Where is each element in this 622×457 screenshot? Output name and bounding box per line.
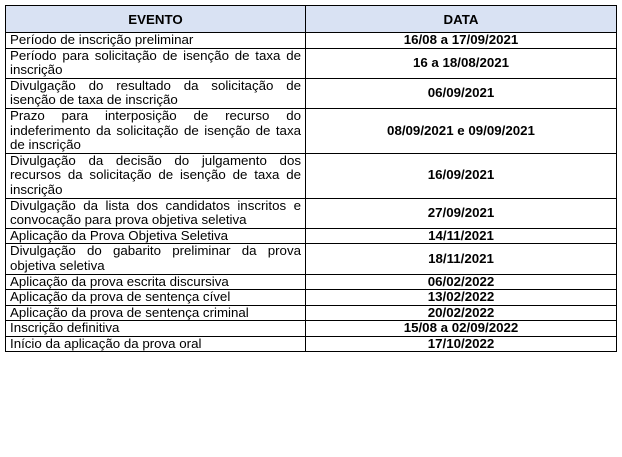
- date-cell: 20/02/2022: [306, 305, 617, 321]
- table-row: [6, 108, 617, 153]
- date-cell: 16 a 18/08/2021: [306, 48, 617, 78]
- table-row: [6, 153, 617, 198]
- table-row: [6, 78, 617, 108]
- table-row: [6, 33, 617, 49]
- event-cell: Período de inscrição preliminar: [6, 33, 306, 49]
- table-row: [6, 274, 617, 290]
- date-cell: 16/09/2021: [306, 153, 617, 198]
- table-row: [6, 228, 617, 244]
- event-cell: Período para solicitação de isenção de taxa de inscrição: [6, 48, 306, 78]
- date-cell: 14/11/2021: [306, 228, 617, 244]
- event-cell: Divulgação da decisão do julgamento dos recursos da solicitação de isenção de taxa de inscrição: [6, 153, 306, 198]
- event-cell: Prazo para interposição de recurso do indeferimento da solicitação de isenção de taxa de inscrição: [6, 108, 306, 153]
- event-cell: Início da aplicação da prova oral: [6, 336, 306, 352]
- table-row: [6, 290, 617, 306]
- header-data: DATA: [306, 6, 617, 33]
- date-cell: 06/02/2022: [306, 274, 617, 290]
- event-cell: Inscrição definitiva: [6, 321, 306, 337]
- event-cell: Aplicação da prova de sentença cível: [6, 290, 306, 306]
- table-row: [6, 244, 617, 274]
- date-cell: 13/02/2022: [306, 290, 617, 306]
- event-cell: Aplicação da Prova Objetiva Seletiva: [6, 228, 306, 244]
- date-cell: 27/09/2021: [306, 198, 617, 228]
- event-cell: Aplicação da prova de sentença criminal: [6, 305, 306, 321]
- header-evento: EVENTO: [6, 6, 306, 33]
- date-cell: 06/09/2021: [306, 78, 617, 108]
- event-cell: Aplicação da prova escrita discursiva: [6, 274, 306, 290]
- table-row: [6, 321, 617, 337]
- event-cell: Divulgação da lista dos candidatos inscritos e convocação para prova objetiva seletiva: [6, 198, 306, 228]
- header-row: [6, 6, 617, 33]
- date-cell: 08/09/2021 e 09/09/2021: [306, 108, 617, 153]
- event-cell: Divulgação do resultado da solicitação de isenção de taxa de inscrição: [6, 78, 306, 108]
- table-row: [6, 48, 617, 78]
- date-cell: 18/11/2021: [306, 244, 617, 274]
- date-cell: 17/10/2022: [306, 336, 617, 352]
- date-cell: 16/08 a 17/09/2021: [306, 33, 617, 49]
- table-row: [6, 336, 617, 352]
- event-cell: Divulgação do gabarito preliminar da prova objetiva seletiva: [6, 244, 306, 274]
- table-row: [6, 198, 617, 228]
- table-row: [6, 305, 617, 321]
- date-cell: 15/08 a 02/09/2022: [306, 321, 617, 337]
- schedule-table: [5, 5, 617, 352]
